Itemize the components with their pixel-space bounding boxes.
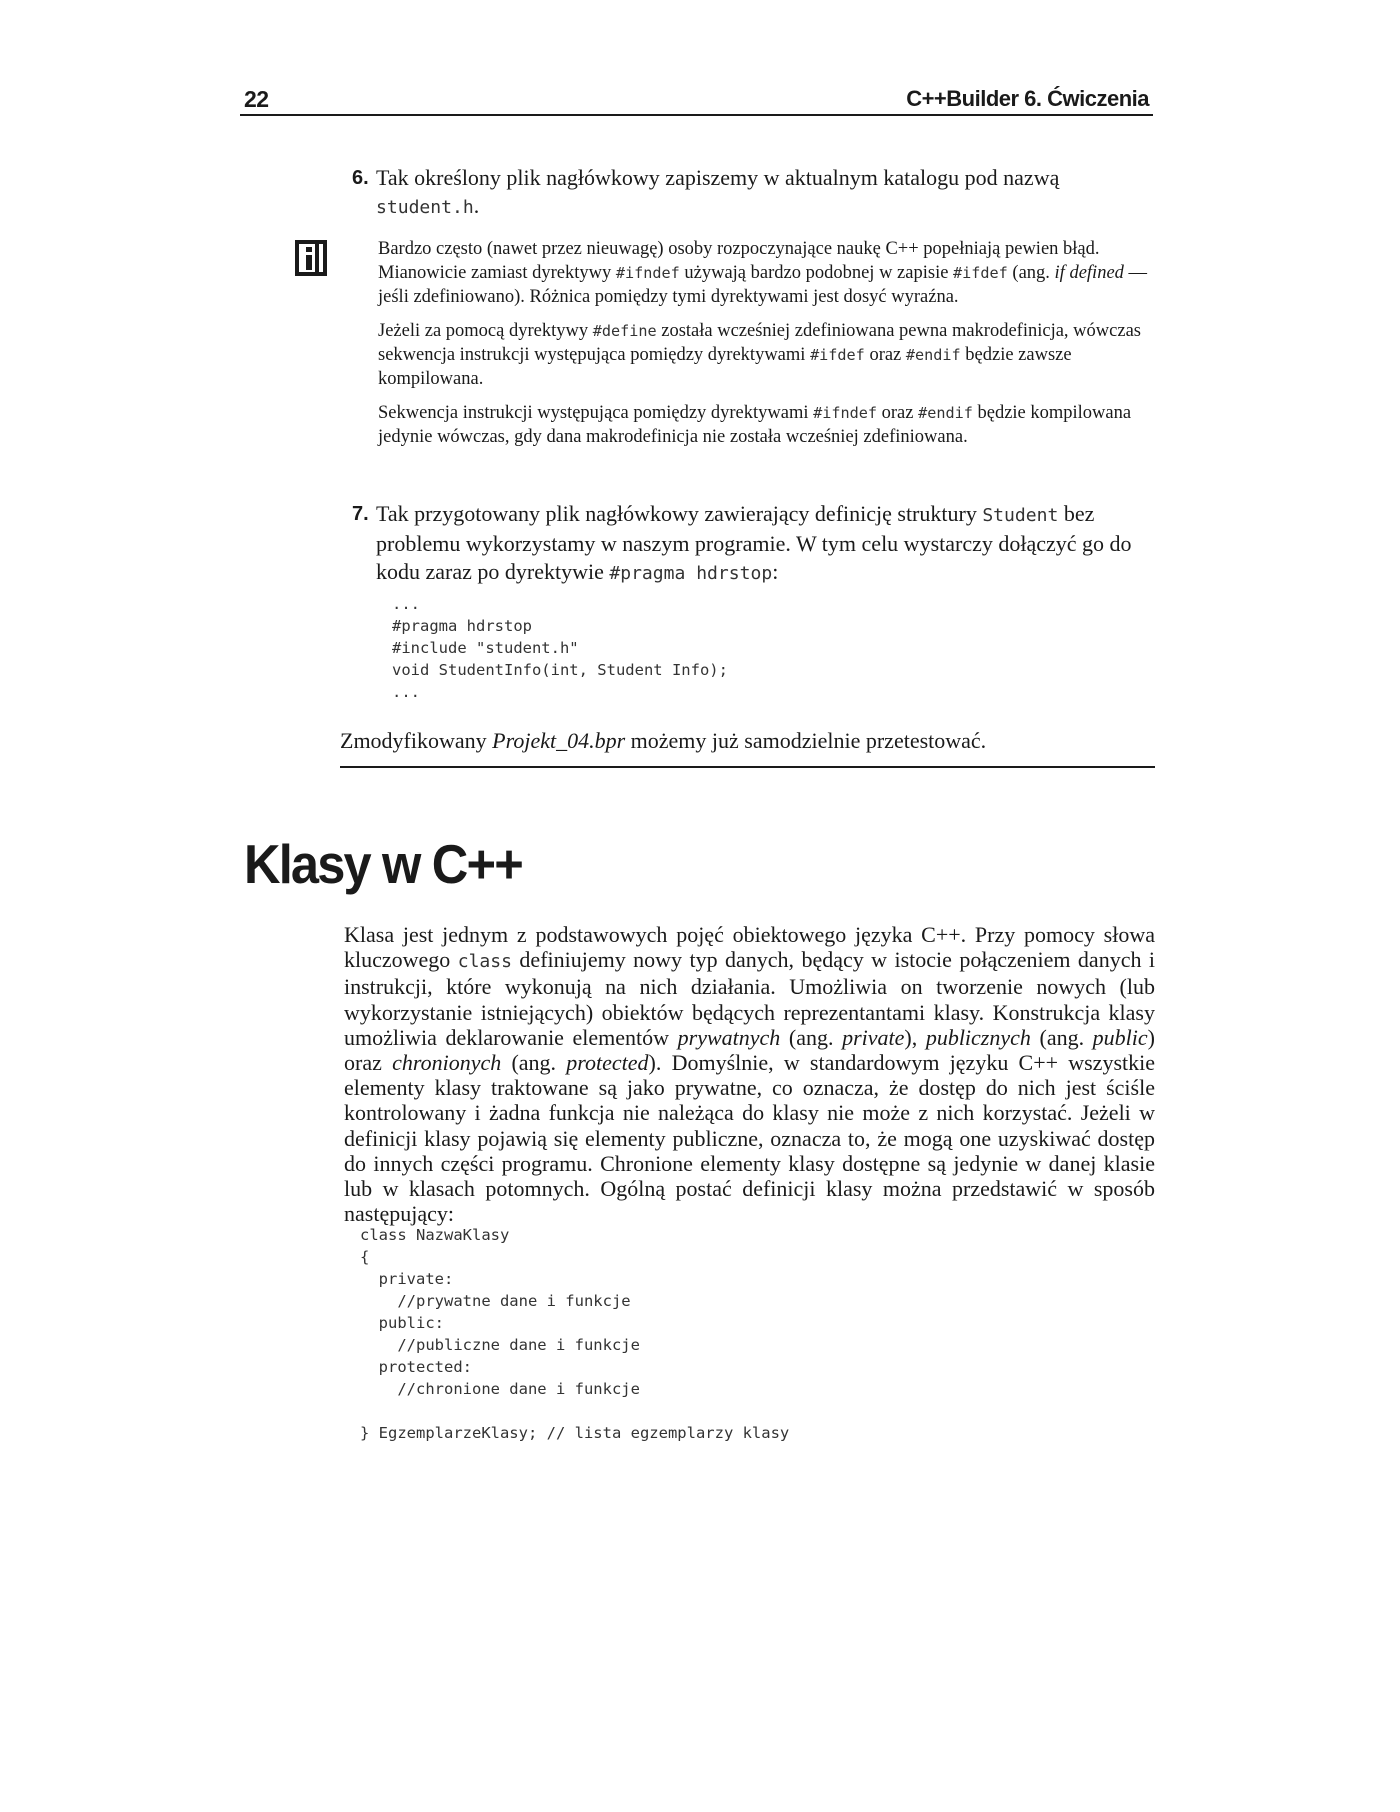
note-paragraph: Bardzo często (nawet przez nieuwagę) osoby rozpoczynające naukę C++ popełniają pewien błąd. Mianowicie zamiast dyrektywy #ifndef używają bardzo podobnej w zapisie #ifdef (ang. if defined — jeśli zdefiniowano). Różnica pomiędzy tymi dyrektywami jest dosyć wyraźna. xyxy=(378,239,1148,307)
inline-code: #ifdef xyxy=(953,264,1008,282)
note-box xyxy=(378,237,1153,449)
inline-code: #ifndef xyxy=(615,264,680,282)
code-listing-class: class NazwaKlasy { private: //prywatne dane i funkcje public: //publiczne dane i funkcje protected: //chronione dane i funkcje } EgzemplarzeKlasy; // lista egzemplarzy klasy xyxy=(360,1226,790,1442)
note-paragraph: Sekwencja instrukcji występująca pomiędzy dyrektywami #ifndef oraz #endif będzie kompilowana jedynie wówczas, gdy dana makrodefinicja nie została wcześniej zdefiniowana. xyxy=(378,403,1132,447)
inline-code: #endif xyxy=(918,404,973,422)
inline-code: #define xyxy=(592,322,657,340)
inline-code: Student xyxy=(982,505,1059,526)
inline-code: #pragma hdrstop xyxy=(609,563,773,584)
step-7 xyxy=(352,500,1152,588)
step-number: 7. xyxy=(352,503,369,525)
step-text: Tak określony plik nagłówkowy zapiszemy w aktualnym katalogu pod nazwą student.h. xyxy=(376,165,1060,218)
body-paragraph: Klasa jest jednym z podstawowych pojęć obiektowego języka C++. Przy pomocy słowa kluczowego class definiujemy nowy typ danych, będący w istocie połączeniem danych i instrukcji, które wykonują na nich działania. Umożliwia on tworzenie nowych (lub wykorzystanie istniejących) obiektów będących reprezentantami klasy. Konstrukcja klasy umożliwia deklarowanie elementów prywatnych (ang. private), publicznych (ang. public) oraz chronionych (ang. protected). Domyślnie, w standardowym języku C++ wszystkie elementy klasy traktowane są jako prywatne, co oznacza, że dostęp do nich jest ściśle kontrolowany i żadna funkcja nie należąca do klasy nie może z nich korzystać. Jeżeli w definicji klasy pojawią się elementy publiczne, oznacza to, że mogą one uzyskiwać dostęp do innych części programu. Chronione elementy klasy dostępne są jedynie w danej klasie lub w klasach potomnych. Ogólną postać definicji klasy można przedstawić w sposób następujący: xyxy=(344,922,1156,1227)
note-paragraph: Jeżeli za pomocą dyrektywy #define została wcześniej zdefiniowana pewna makrodefinicja, wówczas sekwencja instrukcji występująca pomiędzy dyrektywami #ifdef oraz #endif będzie zawsze kompilowana. xyxy=(378,321,1141,389)
section-divider xyxy=(340,766,1155,768)
page-number: 22 xyxy=(244,86,269,112)
inline-code: student.h xyxy=(376,197,474,218)
section-heading: Klasy w C++ xyxy=(244,833,522,895)
inline-code: #ifndef xyxy=(813,404,878,422)
step-text: Tak przygotowany plik nagłówkowy zawierający definicję struktury Student bez problemu wykorzystamy w naszym programie. W tym celu wystarczy dołączyć go do kodu zaraz po dyrektywie #pragma hdrstop: xyxy=(376,501,1132,584)
code-listing-include: ... #pragma hdrstop #include "student.h" void StudentInfo(int, Student Info); ... xyxy=(392,595,728,701)
inline-code: #ifdef xyxy=(810,346,865,364)
step-number: 6. xyxy=(352,167,369,189)
inline-code: #endif xyxy=(905,346,961,364)
inline-code: class xyxy=(457,951,512,973)
book-title: C++Builder 6. Ćwiczenia xyxy=(906,86,1149,111)
summary-text: Zmodyfikowany Projekt_04.bpr możemy już samodzielnie przetestować. xyxy=(340,728,987,753)
info-icon xyxy=(295,240,327,276)
step-6 xyxy=(352,164,1152,222)
running-header xyxy=(240,82,1153,116)
